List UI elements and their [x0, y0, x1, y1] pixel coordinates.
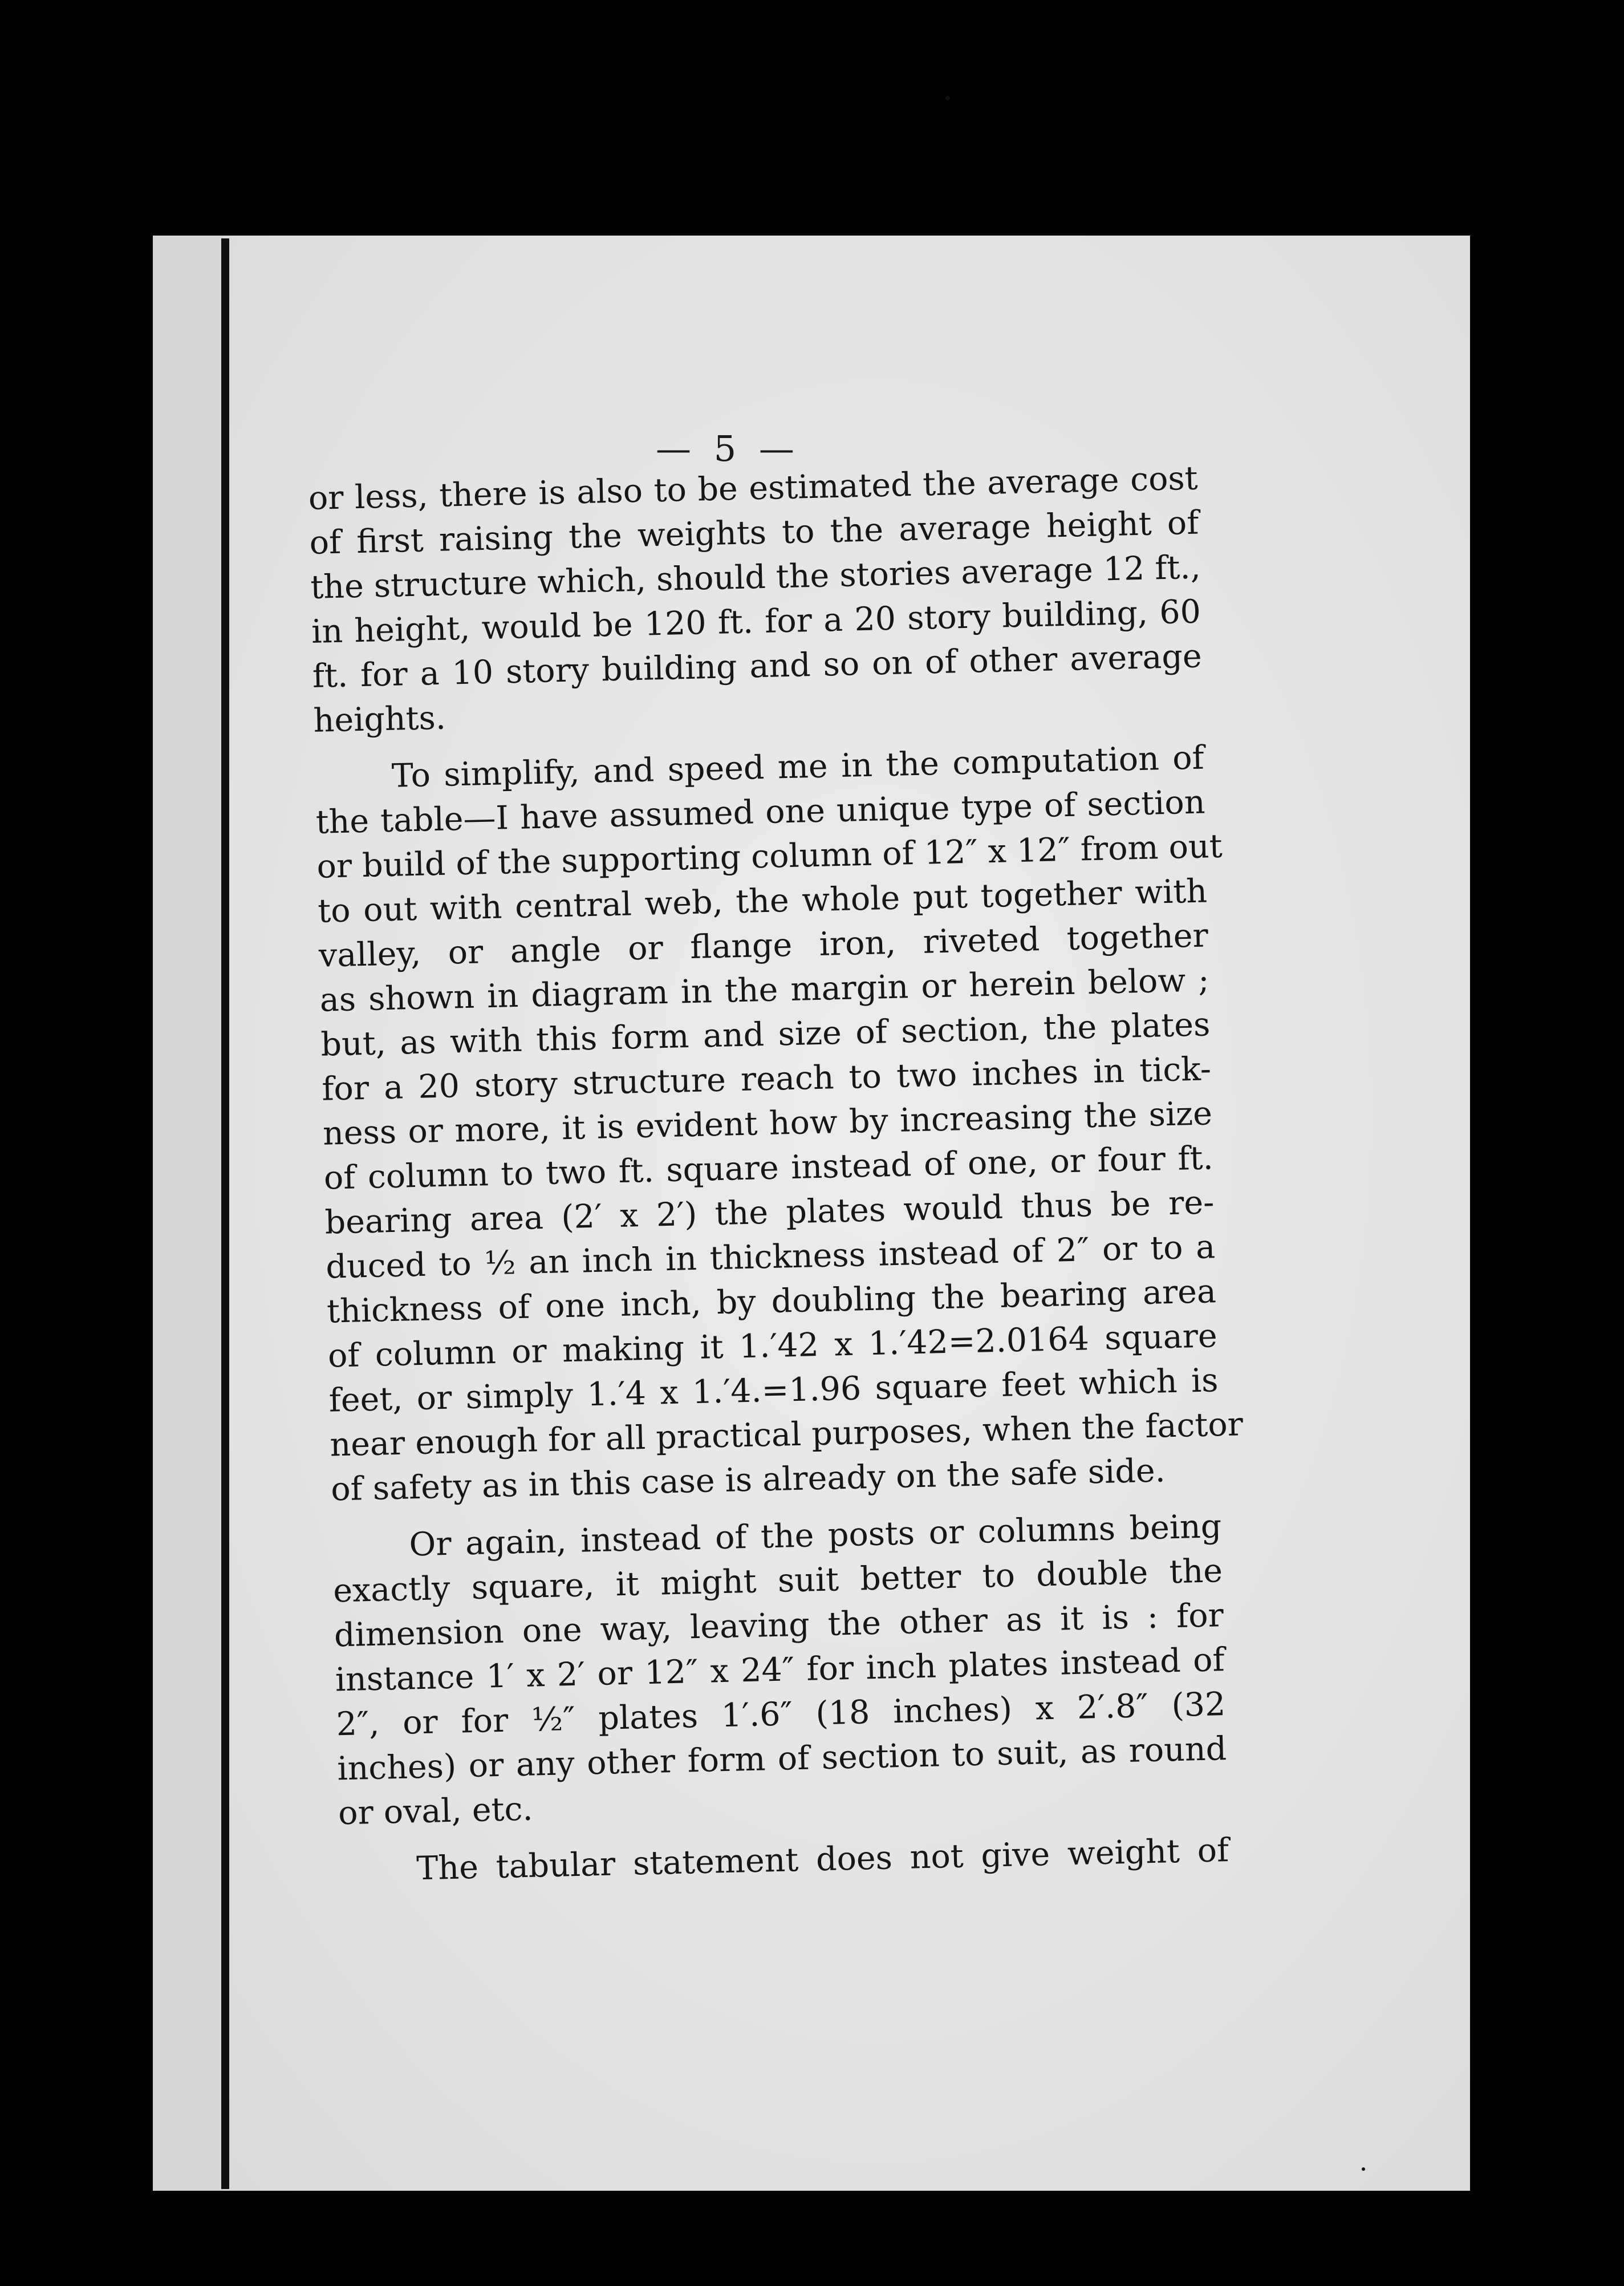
scan-speck: [1362, 2167, 1365, 2171]
text-line: 2″, or for ½″ plates 1′.6″ (18 inches) x 2′.8″ (32: [335, 1685, 1227, 1744]
text-line: ness or more, it is evident how by increasing the size: [322, 1095, 1213, 1153]
paragraph: [332, 1504, 1228, 1835]
text-line: ft. for a 10 story building and so on of other average: [312, 637, 1203, 695]
text-line: feet, or simply 1.′4 x 1.′4.=1.96 square feet which is: [328, 1361, 1219, 1420]
text-line: near enough for all practical purposes, when the factor: [329, 1405, 1244, 1464]
text-line: instance 1′ x 2′ or 12″ x 24″ for inch plates instead of: [335, 1641, 1225, 1699]
text-line: but, as with this form and size of section, the plates: [320, 1006, 1211, 1064]
text-line: To simplify, and speed me in the computation of: [391, 739, 1205, 795]
text-line: as shown in diagram in the margin or herein below ;: [319, 961, 1210, 1019]
text-line: of column or making it 1.′42 x 1.′42=2.0164 square: [327, 1317, 1218, 1375]
text-line: Or again, instead of the posts or columns being: [408, 1507, 1222, 1564]
text-line: the table—I have assumed one unique type of section: [315, 783, 1206, 841]
text-line: the structure which, should the stories average 12 ft.,: [310, 548, 1201, 606]
text-line: inches) or any other form of section to suit, as round: [336, 1730, 1227, 1788]
text-line: heights.: [312, 699, 446, 740]
text-line: for a 20 story structure reach to two inches in tick-: [321, 1050, 1212, 1108]
text-line: in height, would be 120 ft. for a 20 story building, 60: [311, 593, 1201, 651]
text-line: exactly square, it might suit better to double the: [332, 1552, 1223, 1610]
scan-speck: [945, 96, 950, 100]
text-line: of column to two ft. square instead of one, or four ft.: [323, 1139, 1214, 1197]
text-line: to out with central web, the whole put together with: [317, 872, 1208, 930]
text-line: or build of the supporting column of 12″ x 12″ from out: [316, 827, 1223, 886]
binding-gutter: [153, 236, 224, 2191]
body-text: [308, 456, 1244, 1893]
text-line: duced to ½ an inch in thickness instead of 2″ or to a: [325, 1228, 1216, 1286]
text-line: valley, or angle or flange iron, riveted together: [318, 917, 1209, 975]
binding-edge-line: [221, 238, 229, 2189]
paragraph: [308, 456, 1203, 743]
text-line: or less, there is also to be estimated the average cost: [308, 459, 1199, 517]
text-line: bearing area (2′ x 2′) the plates would thus be re-: [324, 1183, 1215, 1242]
text-line: of first raising the weights to the average height of: [308, 504, 1200, 562]
text-line: thickness of one inch, by doubling the bearing area: [326, 1272, 1217, 1331]
text-line: dimension one way, leaving the other as it is : for: [334, 1596, 1224, 1655]
page-number: — 5 —: [656, 428, 800, 469]
text-line: or oval, etc.: [338, 1790, 534, 1833]
text-line: of safety as in this case is already on the safe side.: [330, 1452, 1166, 1509]
text-line: The tabular statement does not give weight of: [416, 1831, 1229, 1888]
paragraph: [314, 735, 1244, 1511]
